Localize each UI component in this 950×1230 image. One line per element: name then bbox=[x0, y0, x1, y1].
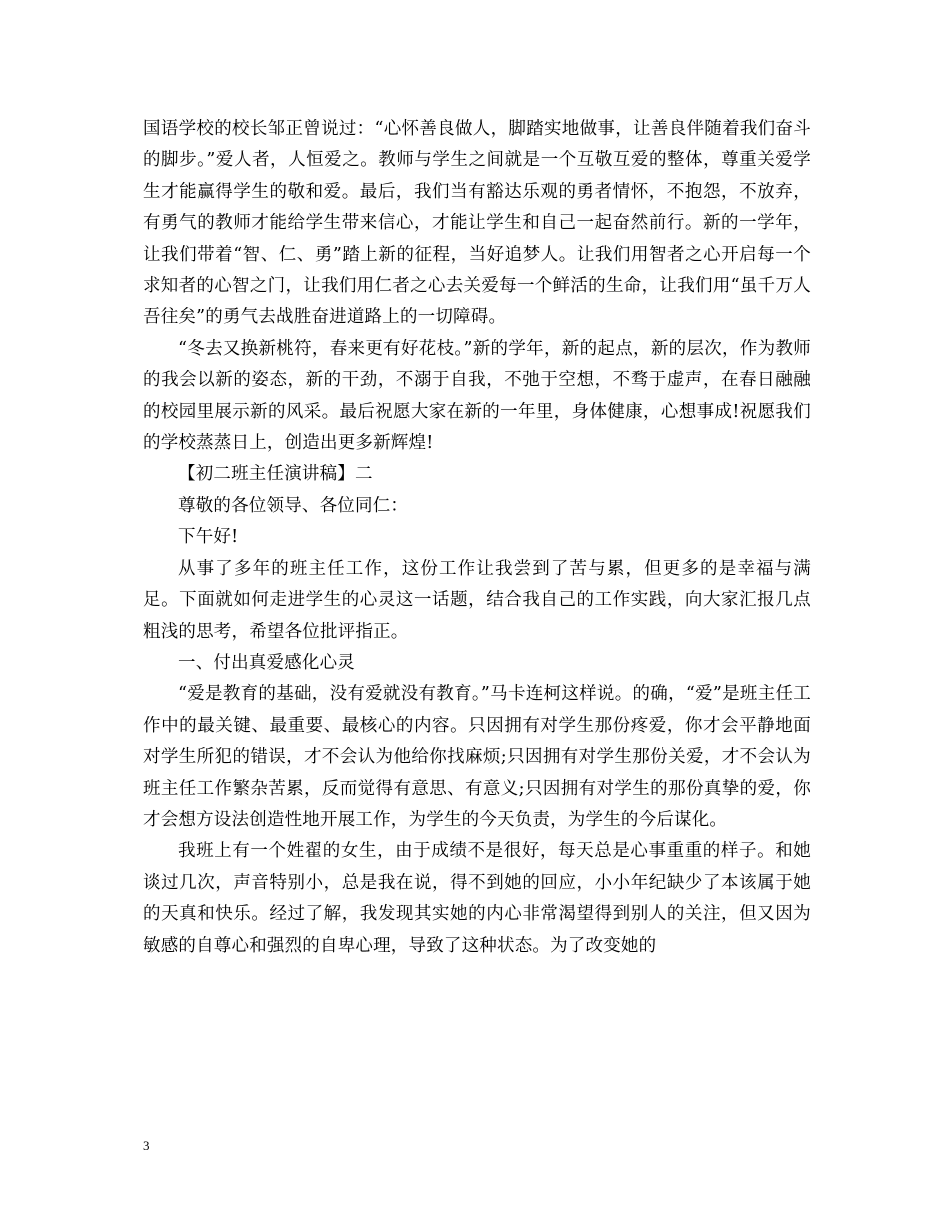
greeting: 下午好! bbox=[178, 527, 239, 548]
paragraph-2: “冬去又换新桃符，春来更有好花枝。”新的学年，新的起点，新的层次，作为教师的我会以新的姿态，新的干劲，不溺于自我，不弛于空想，不骛于虚声，在春日融融的校园里展示新的风采。最后祝愿大家在新的一年里，身体健康，心想事成!祝愿我们的学校蒸蒸日上，创造出更多新辉煌! bbox=[143, 338, 811, 454]
salutation: 尊敬的各位领导、各位同仁： bbox=[178, 495, 409, 516]
paragraph-1: 国语学校的校长邹正曾说过：“心怀善良做人，脚踏实地做事，让善良伴随着我们奋斗的脚步。”爱人者，人恒爱之。教师与学生之间就是一个互敬互爱的整体，尊重关爱学生才能赢得学生的敬和爱。最后，我们当有豁达乐观的勇者情怀，不抱怨，不放弃，有勇气的教师才能给学生带来信心，才能让学生和自己一起奋然前行。新的一学年，让我们带着“智、仁、勇”踏上新的征程，当好追梦人。让我们用智者之心开启每一个求知者的心智之门，让我们用仁者之心去关爱每一个鲜活的生命，让我们用“虽千万人吾往矣”的勇气去战胜奋进道路上的一切障碍。 bbox=[143, 119, 811, 328]
paragraph-story: 我班上有一个姓翟的女生，由于成绩不是很好，每天总是心事重重的样子。和她谈过几次，声音特别小，总是我在说，得不到她的回应，小小年纪缺少了本该属于她的天真和快乐。经过了解，我发现其实她的内心非常渴望得到别人的关注，但又因为敏感的自尊心和强烈的自卑心理，导致了这种状态。为了改变她的 bbox=[143, 841, 811, 956]
page-number: 3 bbox=[143, 1138, 150, 1153]
paragraph-love: “爱是教育的基础，没有爱就没有教育。”马卡连柯这样说。的确，“爱”是班主任工作中的最关键、最重要、最核心的内容。只因拥有对学生那份疼爱，你才会平静地面对学生所犯的错误，才不会认为他给你找麻烦;只因拥有对学生那份关爱，才不会认为班主任工作繁杂苦累，反而觉得有意思、有意义;只因拥有对学生的那份真挚的爱，你才会想方设法创造性地开展工作，为学生的今天负责，为学生的今后谋化。 bbox=[143, 684, 811, 830]
document-body bbox=[143, 114, 811, 962]
subheading-1: 一、付出真爱感化心灵 bbox=[178, 652, 355, 673]
paragraph-intro: 从事了多年的班主任工作，这份工作让我尝到了苦与累，但更多的是幸福与满足。下面就如何走进学生的心灵这一话题，结合我自己的工作实践，向大家汇报几点粗浅的思考，希望各位批评指正。 bbox=[143, 558, 811, 642]
section-heading: 【初二班主任演讲稿】二 bbox=[178, 464, 373, 485]
